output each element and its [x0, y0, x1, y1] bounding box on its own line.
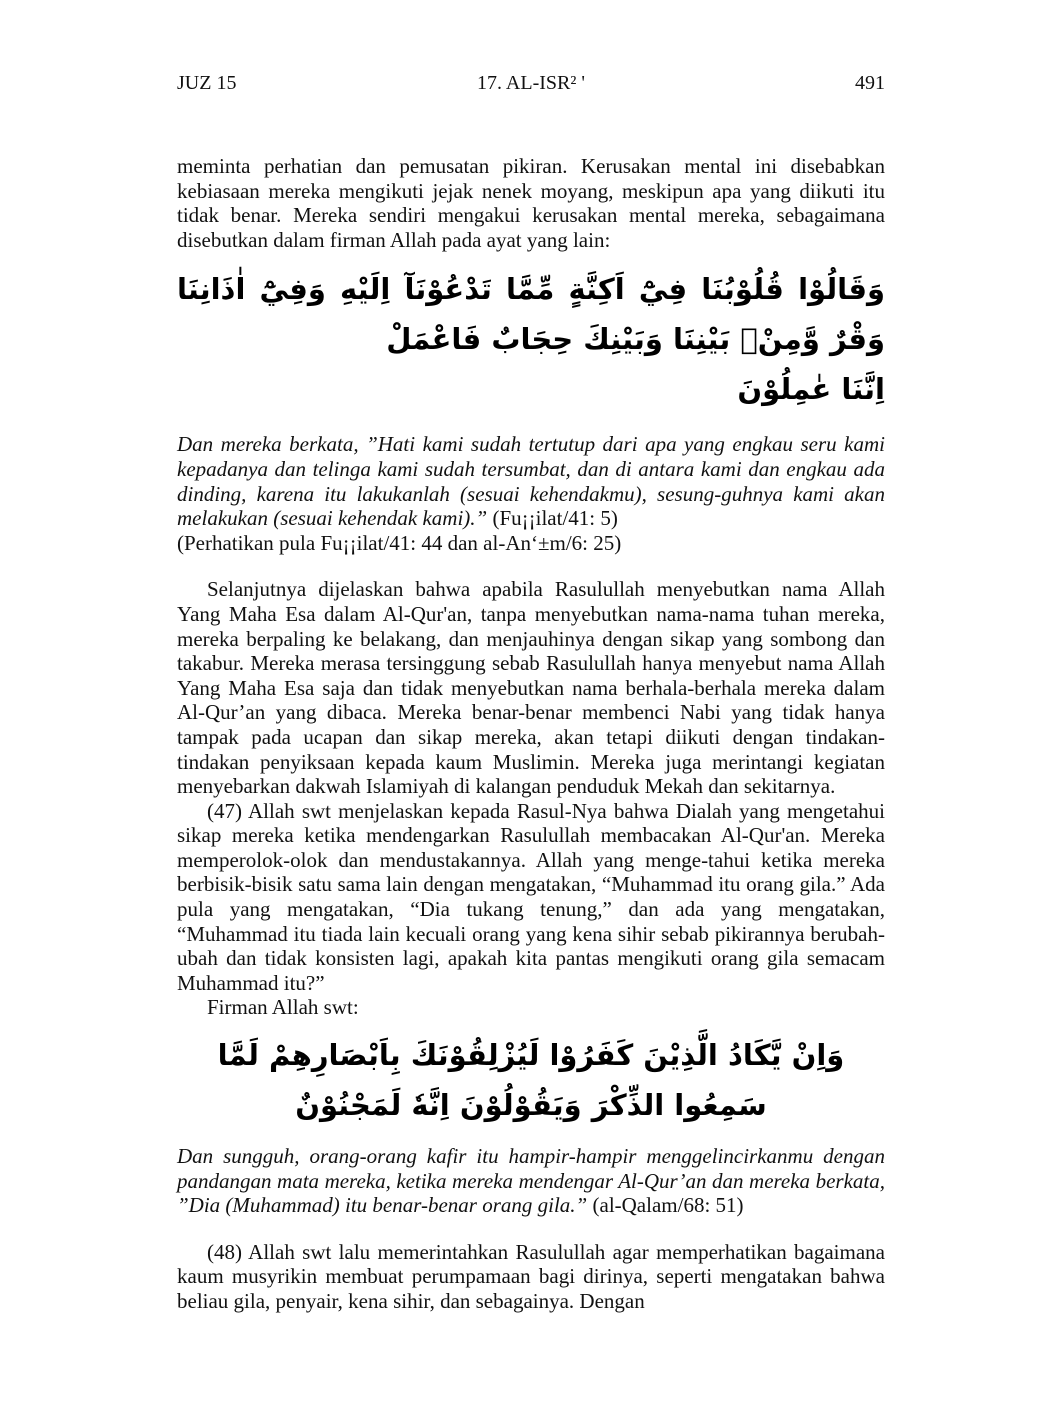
paragraph-4: Firman Allah swt: — [207, 995, 359, 1020]
page-number: 491 — [855, 72, 885, 94]
translation-1 — [177, 432, 885, 530]
surah-title: 17. AL-ISR² ' — [477, 72, 585, 94]
page — [177, 72, 885, 1314]
paragraph-5: (48) Allah swt lalu memerintahkan Rasulullah agar memperhatikan bagaimana kaum musyrikin membuat perumpamaan bagi dirinya, seperti mengatakan bahwa beliau gila, penyair, kena sihir, dan sebagainya. Dengan — [177, 1239, 885, 1313]
arabic-verse-1 — [177, 264, 885, 414]
page-body — [177, 154, 885, 1314]
arabic-verse-2: وَاِنْ يَّكَادُ الَّذِيْنَ كَفَرُوْا لَيُزْلِقُوْنَكَ بِاَبْصَارِهِمْ لَمَّا سَمِعُوا الذِّكْرَ وَيَقُوْلُوْنَ اِنَّهٗ لَمَجْنُوْنٌ — [217, 1038, 845, 1123]
cross-reference-note: (Perhatikan pula Fu¡¡ilat/41: 44 dan al-An‘±m/6: 25) — [177, 530, 622, 555]
running-header — [177, 72, 885, 102]
juz-label: JUZ 15 — [177, 72, 237, 94]
translation-1-text: Dan mereka berkata, ”Hati kami sudah tertutup dari apa yang engkau seru kami kepadanya dan telinga kami sudah tersumbat, dan di antara kami dan engkau ada dinding, karena itu lakukanlah (sesuai kehendakmu), sesung-guhnya kami akan melakukan (sesuai kehendak kami).” — [177, 432, 885, 531]
paragraph-1: meminta perhatian dan pemusatan pikiran. Kerusakan mental ini disebabkan kebiasaan mereka mengikuti jejak nenek moyang, meskipun apa yang diikuti itu tidak benar. Mereka sendiri mengakui kerusakan mental mereka, sebagaimana disebutkan dalam firman Allah pada ayat yang lain: — [177, 154, 885, 252]
arabic-verse-1-line-1: وَقَالُوْا قُلُوْبُنَا فِيْٓ اَكِنَّةٍ مِّمَّا تَدْعُوْنَآ اِلَيْهِ وَفِيْٓ اٰذَانِنَا وَقْرٌ وَّمِنْۢ بَيْنِنَا وَبَيْنِكَ حِجَابٌ فَاعْمَلْ — [177, 272, 885, 357]
paragraph-2: Selanjutnya dijelaskan bahwa apabila Rasulullah menyebutkan nama Allah Yang Maha Esa dalam Al-Qur'an, tanpa menyebutkan nama-nama tuhan mereka, mereka berpaling ke belakang, dan menjauhinya dengan sikap yang sombong dan takabur. Mereka merasa tersinggung sebab Rasulullah hanya menyebut nama Allah Yang Maha Esa saja dan tidak menyebutkan nama berhala-berhala mereka dalam Al-Qur’an yang dibaca. Mereka benar-benar membenci Nabi yang tidak hanya tampak pada ucapan dan sikap mereka, akan tetapi diikuti dengan tindakan-tindakan penyiksaan kepada kaum Muslimin. Mereka juga merintangi kegiatan menyebarkan dakwah Islamiyah di kalangan penduduk Mekah dan sekitarnya. — [177, 577, 885, 799]
translation-1-reference: (Fu¡¡ilat/41: 5) — [487, 506, 618, 531]
paragraph-3: (47) Allah swt menjelaskan kepada Rasul-Nya bahwa Dialah yang mengetahui sikap mereka ketika mendengarkan Rasulullah membacakan Al-Qur'an. Mereka memperolok-olok dan mendustakannya. Allah yang menge-tahui ketika mereka berbisik-bisik satu sama lain dengan mengatakan, “Muhammad itu orang gila.” Ada pula yang mengatakan, “Dia tukang tenung,” dan ada yang mengatakan, “Muhammad itu tiada lain kecuali orang yang kena sihir sebab pikirannya berubah-ubah dan tidak konsisten lagi, apakah kita pantas mengikuti orang gila semacam Muhammad itu?” — [177, 798, 885, 995]
arabic-verse-1-line-2: اِنَّنَا عٰمِلُوْنَ — [737, 372, 885, 407]
translation-2 — [177, 1144, 885, 1218]
translation-2-reference: (al-Qalam/68: 51) — [587, 1193, 744, 1218]
translation-2-text: Dan sungguh, orang-orang kafir itu hampir-hampir menggelincirkanmu dengan pandangan mata mereka, ketika mereka mendengar Al-Qur’an dan mereka berkata, ”Dia (Muhammad) itu benar-benar orang gila.” — [177, 1144, 885, 1218]
